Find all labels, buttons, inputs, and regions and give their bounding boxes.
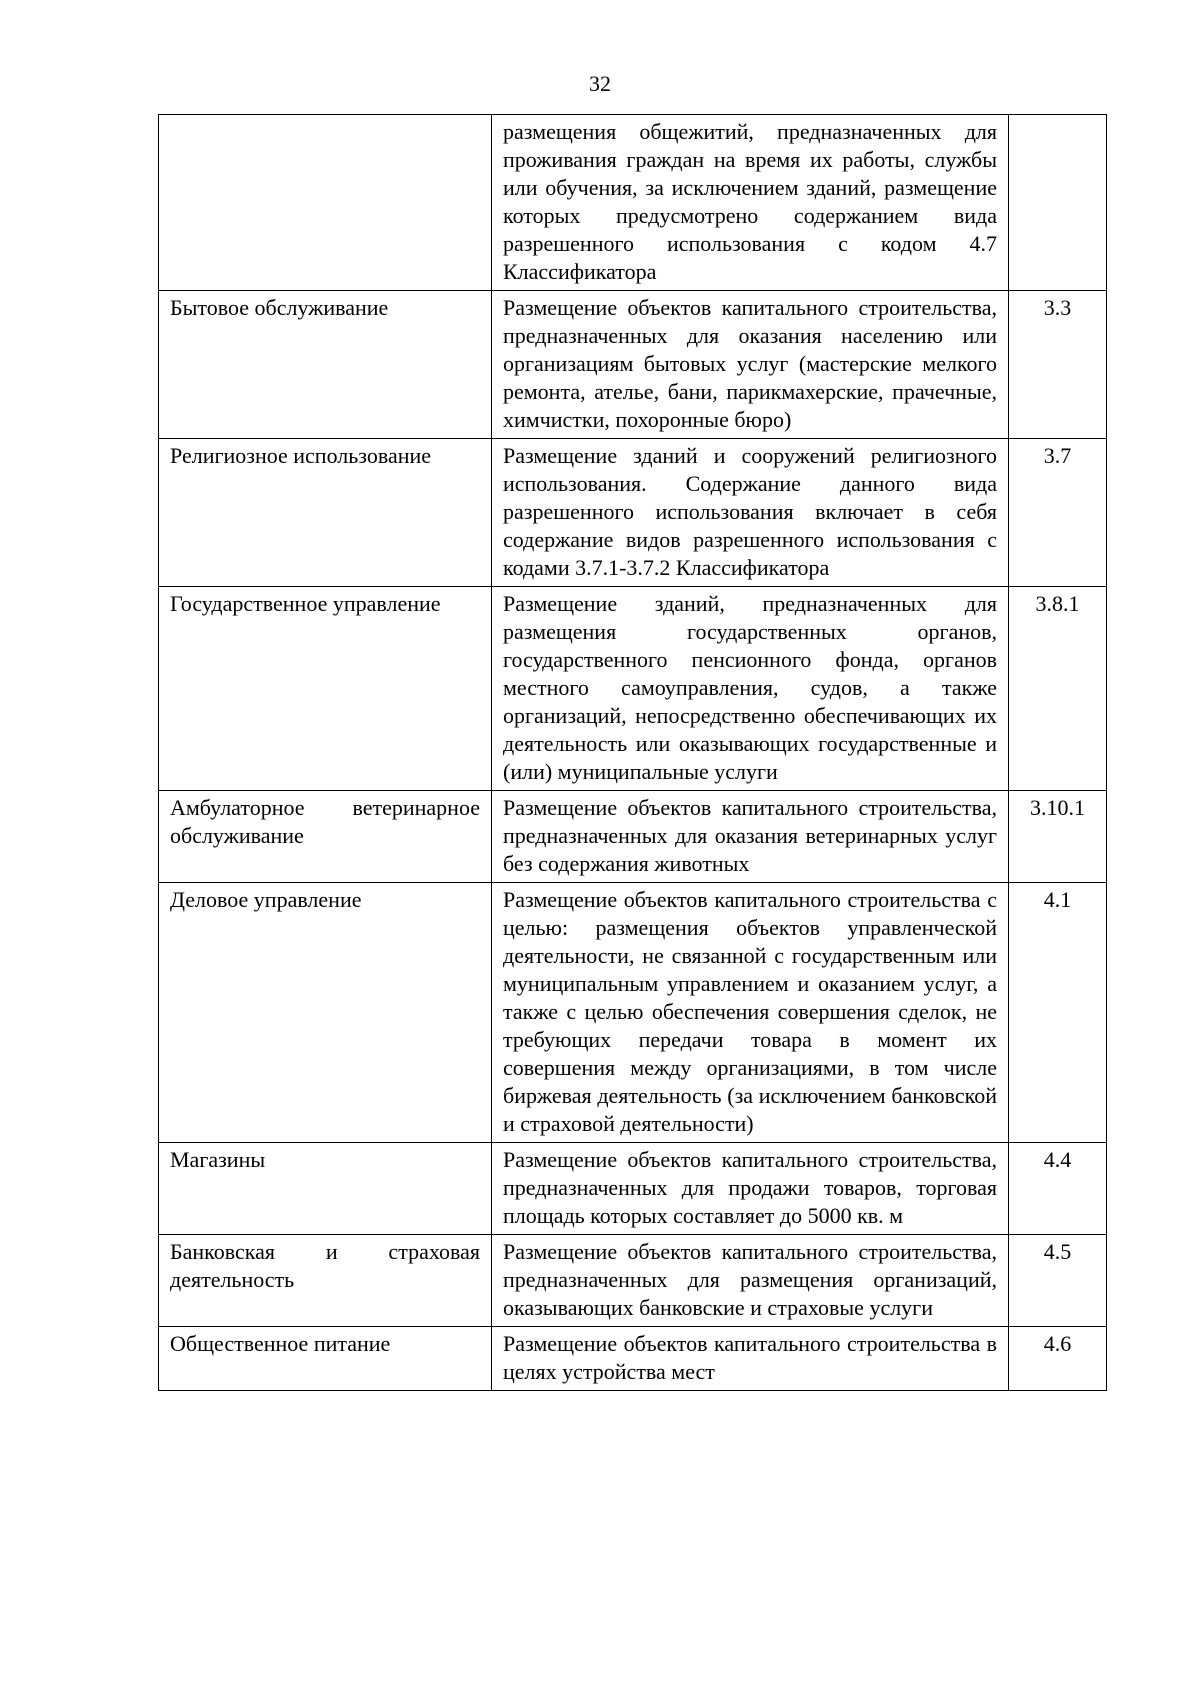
use-code-cell: 4.6: [1009, 1327, 1107, 1391]
table-row: [159, 1143, 1107, 1235]
use-code-cell: 3.8.1: [1009, 587, 1107, 791]
table-row: [159, 587, 1107, 791]
use-name-cell: Общественное питание: [159, 1327, 492, 1391]
use-name-cell: Банковская и страховая деятельность: [159, 1235, 492, 1327]
table-row: [159, 791, 1107, 883]
table-row: [159, 291, 1107, 439]
table-row: [159, 1327, 1107, 1391]
use-name-cell: Религиозное использование: [159, 439, 492, 587]
use-name-cell: Бытовое обслуживание: [159, 291, 492, 439]
table-row: [159, 1235, 1107, 1327]
use-description-cell: Размещение объектов капитального строительства, предназначенных для оказания ветеринарных услуг без содержания животных: [492, 791, 1009, 883]
use-name-cell: Государственное управление: [159, 587, 492, 791]
use-code-cell: 3.7: [1009, 439, 1107, 587]
use-code-cell: 4.4: [1009, 1143, 1107, 1235]
use-code-cell: 4.5: [1009, 1235, 1107, 1327]
use-description-cell: Размещение объектов капитального строительства, предназначенных для оказания населению или организациям бытовых услуг (мастерские мелкого ремонта, ателье, бани, парикмахерские, прачечные, химчистки, похоронные бюро): [492, 291, 1009, 439]
use-description-cell: Размещение объектов капитального строительства, предназначенных для размещения организаций, оказывающих банковские и страховые услуги: [492, 1235, 1009, 1327]
page-number: 32: [589, 71, 611, 96]
use-description-cell: Размещение зданий и сооружений религиозного использования. Содержание данного вида разрешенного использования включает в себя содержание видов разрешенного использования с кодами 3.7.1-3.7.2 Классификатора: [492, 439, 1009, 587]
use-code-cell: 3.3: [1009, 291, 1107, 439]
table-row: [159, 439, 1107, 587]
land-use-table: [158, 114, 1107, 1391]
use-name-cell: [159, 115, 492, 291]
use-description-cell: Размещение объектов капитального строительства с целью: размещения объектов управленческой деятельности, не связанной с государственным или муниципальным управлением и оказанием услуг, а также с целью обеспечения совершения сделок, не требующих передачи товара в момент их совершения между организациями, в том числе биржевая деятельность (за исключением банковской и страховой деятельности): [492, 883, 1009, 1143]
use-code-cell: [1009, 115, 1107, 291]
use-name-cell: Амбулаторное ветеринарное обслуживание: [159, 791, 492, 883]
use-description-cell: Размещение объектов капитального строительства, предназначенных для продажи товаров, торговая площадь которых составляет до 5000 кв. м: [492, 1143, 1009, 1235]
table-row: [159, 883, 1107, 1143]
table-row: [159, 115, 1107, 291]
use-code-cell: 3.10.1: [1009, 791, 1107, 883]
use-code-cell: 4.1: [1009, 883, 1107, 1143]
use-description-cell: Размещение зданий, предназначенных для размещения государственных органов, государственного пенсионного фонда, органов местного самоуправления, судов, а также организаций, непосредственно обеспечивающих их деятельность или оказывающих государственные и (или) муниципальные услуги: [492, 587, 1009, 791]
use-name-cell: Магазины: [159, 1143, 492, 1235]
use-name-cell: Деловое управление: [159, 883, 492, 1143]
use-description-cell: Размещение объектов капитального строительства в целях устройства мест: [492, 1327, 1009, 1391]
use-description-cell: размещения общежитий, предназначенных для проживания граждан на время их работы, службы или обучения, за исключением зданий, размещение которых предусмотрено содержанием вида разрешенного использования с кодом 4.7 Классификатора: [492, 115, 1009, 291]
